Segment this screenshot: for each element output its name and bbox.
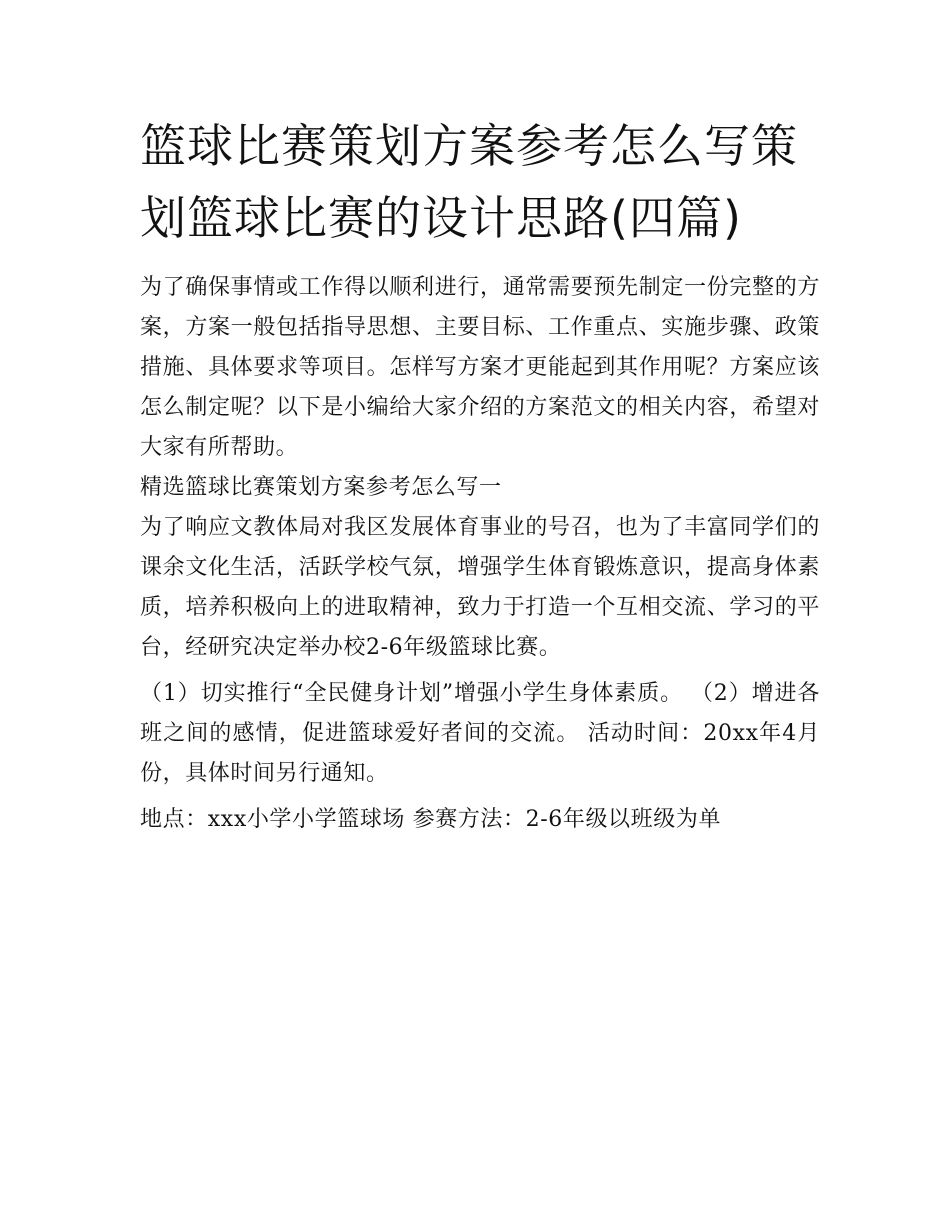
body-paragraph: 地点：xxx小学小学篮球场 参赛方法：2-6年级以班级为单 (140, 807, 722, 832)
body-paragraph: 为了响应文教体局对我区发展体育事业的号召，也为了丰富同学们的课余文化生活，活跃学校气氛，增强学生体育锻炼意识，提高身体素质，培养积极向上的进取精神，致力于打造一个互相交流、学习的平台，经研究决定举办校2-6年级篮球比赛。 (140, 515, 820, 660)
document-content (140, 110, 820, 840)
intro-paragraph: 为了确保事情或工作得以顺利进行，通常需要预先制定一份完整的方案，方案一般包括指导思想、主要目标、工作重点、实施步骤、政策措施、具体要求等项目。怎样写方案才更能起到其作用呢？方案应该怎么制定呢？以下是小编给大家介绍的方案范文的相关内容，希望对大家有所帮助。 (140, 275, 820, 460)
body-paragraph: （1）切实推行“全民健身计划”增强小学生身体素质。 （2）增进各班之间的感情，促进篮球爱好者间的交流。 活动时间：20xx年4月份，具体时间另行通知。 (140, 681, 820, 786)
section-heading: 精选篮球比赛策划方案参考怎么写一 (140, 475, 502, 500)
document-title: 篮球比赛策划方案参考怎么写策划篮球比赛的设计思路(四篇) (140, 119, 798, 245)
